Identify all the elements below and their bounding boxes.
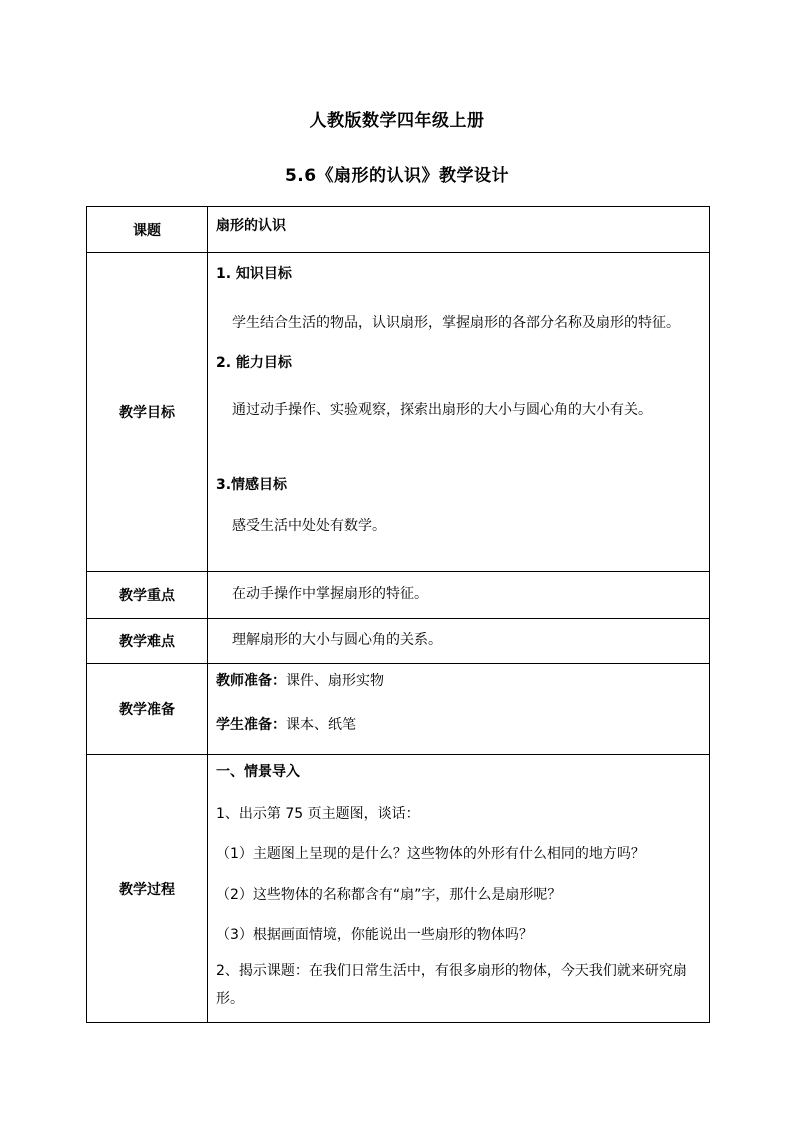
row-difficulty: [87, 619, 710, 664]
value-process: [208, 755, 710, 1023]
process-item-2: 2、揭示课题：在我们日常生活中，有很多扇形的物体，今天我们就来研究扇形。: [216, 963, 687, 1007]
topic-text: 扇形的认识: [216, 218, 286, 234]
process-question-2: （2）这些物体的名称都含有“扇”字，那什么是扇形呢？: [216, 887, 562, 903]
value-topic: [208, 207, 710, 253]
row-process: [87, 755, 710, 1023]
document-title: 人教版数学四年级上册: [309, 111, 485, 131]
document-subtitle: 5.6《扇形的认识》教学设计: [284, 166, 510, 186]
difficulty-text: 理解扇形的大小与圆心角的关系。: [232, 632, 442, 648]
emotion-heading: 3.情感目标: [216, 477, 288, 493]
teacher-preparation: [216, 671, 701, 691]
label-goals: 教学目标: [87, 253, 208, 572]
lesson-plan-table: [86, 206, 710, 1023]
knowledge-heading: 1. 知识目标: [216, 266, 292, 282]
row-preparation: [87, 664, 710, 755]
teacher-prep-label: 教师准备：: [216, 673, 286, 689]
label-key-point: 教学重点: [87, 572, 208, 619]
value-goals: [208, 253, 710, 572]
process-question-1: （1）主题图上呈现的是什么？这些物体的外形有什么相同的地方吗？: [216, 846, 645, 862]
process-item-1: 1、出示第 75 页主题图，谈话：: [216, 806, 420, 822]
process-section-heading: 一、情景导入: [216, 764, 300, 780]
ability-text: 通过动手操作、实验观察，探索出扇形的大小与圆心角的大小有关。: [232, 402, 652, 418]
student-prep-label: 学生准备：: [216, 717, 286, 733]
label-process: 教学过程: [87, 755, 208, 1023]
row-goals: [87, 253, 710, 572]
label-topic: 课题: [87, 207, 208, 253]
process-question-3: （3）根据画面情境，你能说出一些扇形的物体吗？: [216, 927, 533, 943]
student-preparation: [216, 715, 701, 735]
row-topic: [87, 207, 710, 253]
label-preparation: 教学准备: [87, 664, 208, 755]
label-difficulty: 教学难点: [87, 619, 208, 664]
emotion-text: 感受生活中处处有数学。: [232, 518, 386, 534]
row-key-point: [87, 572, 710, 619]
student-prep-value: 课本、纸笔: [286, 717, 356, 733]
teacher-prep-value: 课件、扇形实物: [286, 673, 384, 689]
key-point-text: 在动手操作中掌握扇形的特征。: [232, 586, 428, 602]
value-preparation: [208, 664, 710, 755]
ability-heading: 2. 能力目标: [216, 355, 292, 371]
knowledge-text: 学生结合生活的物品，认识扇形，掌握扇形的各部分名称及扇形的特征。: [232, 315, 680, 331]
value-difficulty: [208, 619, 710, 664]
value-key-point: [208, 572, 710, 619]
